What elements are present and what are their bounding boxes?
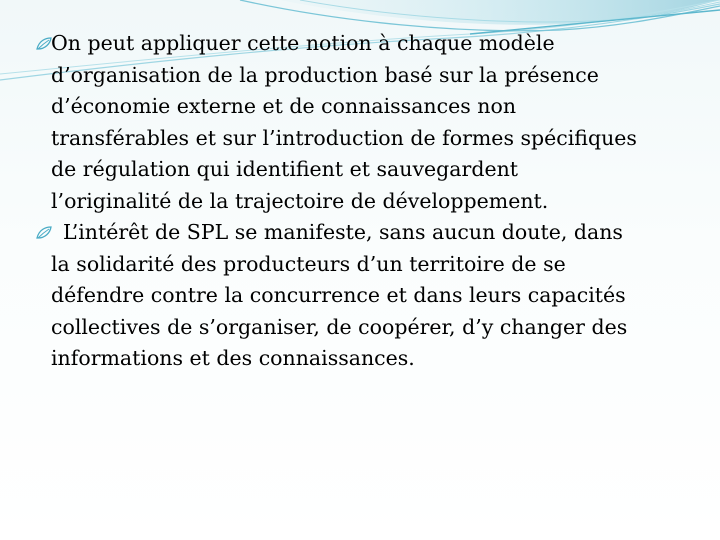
- text-line: collectives de s’organiser, de coopérer, d’y changer des: [51, 314, 628, 339]
- text-line: L’intérêt de SPL se manifeste, sans aucun doute, dans: [63, 220, 623, 244]
- bullet-text: [51, 28, 690, 217]
- text-line: transférables et sur l’introduction de formes spécifiques: [51, 125, 637, 150]
- text-line: On peut appliquer cette notion à chaque modèle: [51, 31, 555, 55]
- text-line: informations et des connaissances.: [51, 346, 415, 370]
- text-line: l’originalité de la trajectoire de développement.: [51, 188, 549, 213]
- slide-body: [30, 28, 690, 375]
- leaf-bullet-icon: [36, 226, 52, 240]
- bullet-text: [51, 217, 690, 375]
- leaf-bullet-icon: [36, 37, 52, 51]
- text-line: d’organisation de la production basé sur la présence: [51, 62, 599, 87]
- bullet-item: [30, 28, 690, 217]
- text-line: la solidarité des producteurs d’un territoire de se: [51, 251, 566, 276]
- bullet-item: [30, 217, 690, 375]
- text-line: de régulation qui identifient et sauvegardent: [51, 157, 519, 181]
- text-line: défendre contre la concurrence et dans leurs capacités: [51, 283, 626, 307]
- text-line: d’économie externe et de connaissances non: [51, 94, 517, 118]
